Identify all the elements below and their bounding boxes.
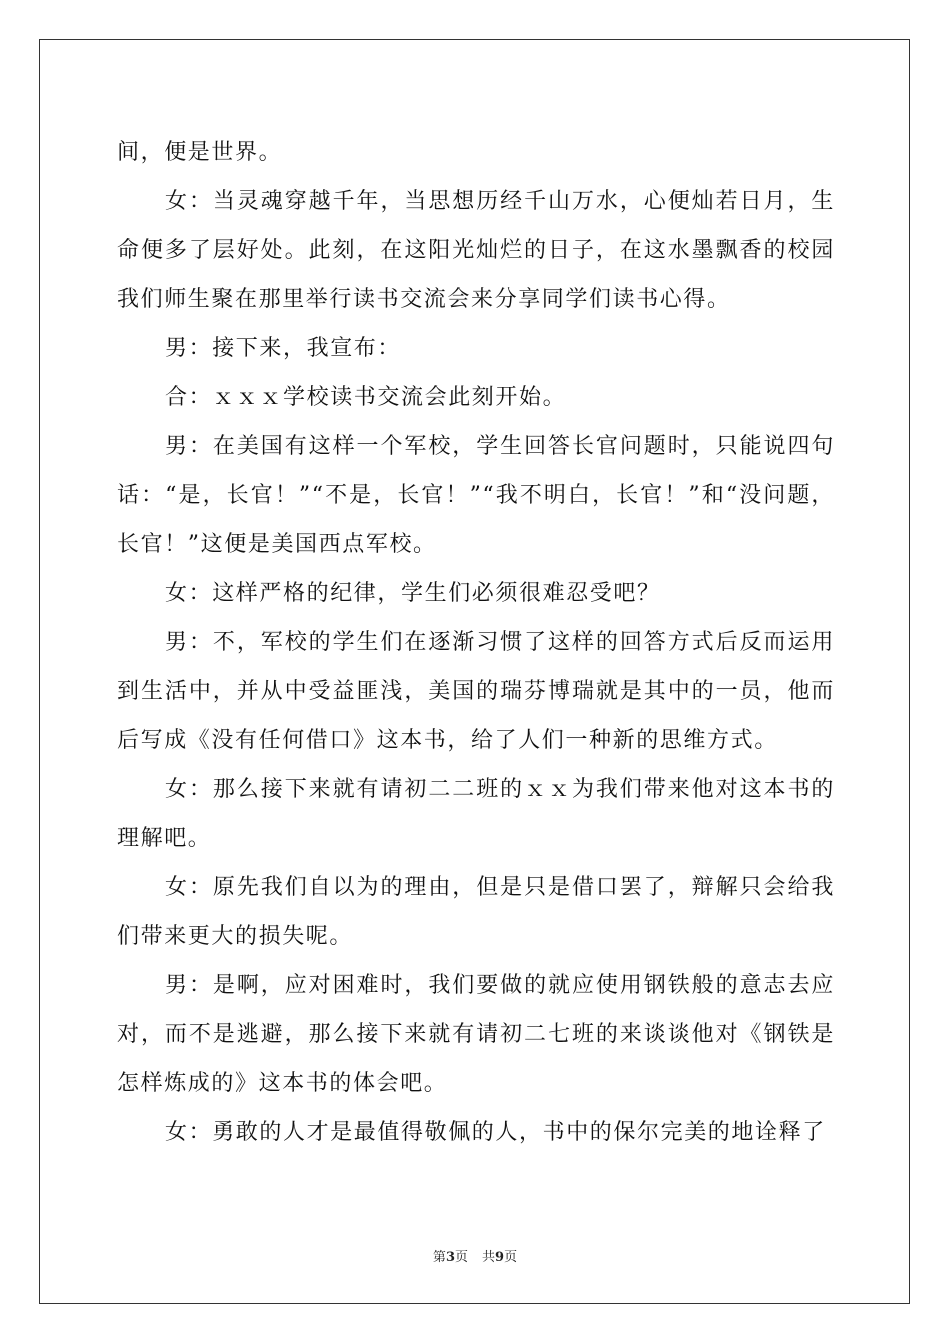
page-footer bbox=[0, 1246, 950, 1265]
paragraph-9: 女：原先我们自以为的理由，但是只是借口罢了，辩解只会给我们带来更大的损失呢。 bbox=[117, 875, 835, 949]
total-unit: 页 bbox=[504, 1250, 518, 1265]
paragraph-2: 女：当灵魂穿越千年，当思想历经千山万水，心便灿若日月，生命便多了层好处。此刻，在这阳光灿烂的日子，在这水墨飘香的校园我们师生聚在那里举行读书交流会来分享同学们读书心得。 bbox=[117, 189, 835, 312]
paragraph-6: 女：这样严格的纪律，学生们必须很难忍受吧？ bbox=[165, 581, 661, 606]
paragraph-7: 男：不，军校的学生们在逐渐习惯了这样的回答方式后反而运用到生活中，并从中受益匪浅，美国的瑞芬博瑞就是其中的一员，他而后写成《没有任何借口》这本书，给了人们一种新的思维方式。 bbox=[117, 630, 835, 753]
document-body bbox=[117, 128, 835, 1157]
paragraph-3: 男：接下来，我宣布： bbox=[165, 336, 402, 361]
page-prefix: 第 bbox=[432, 1250, 446, 1265]
current-page-number: 3 bbox=[445, 1250, 455, 1265]
paragraph-11: 女：勇敢的人才是最值得敬佩的人，书中的保尔完美的地诠释了 bbox=[165, 1120, 826, 1145]
paragraph-1: 间，便是世界。 bbox=[117, 140, 283, 165]
paragraph-4: 合：ｘｘｘ学校读书交流会此刻开始。 bbox=[165, 385, 567, 410]
page-unit: 页 bbox=[454, 1250, 468, 1265]
total-prefix: 共 bbox=[482, 1250, 496, 1265]
total-page-number: 9 bbox=[495, 1250, 505, 1265]
paragraph-5: 男：在美国有这样一个军校，学生回答长官问题时，只能说四句话：“是，长官！”“不是，长官！”“我不明白，长官！”和“没问题，长官！”这便是美国西点军校。 bbox=[117, 434, 835, 557]
paragraph-8: 女：那么接下来就有请初二二班的ｘｘ为我们带来他对这本书的理解吧。 bbox=[117, 777, 835, 851]
paragraph-10: 男：是啊，应对困难时，我们要做的就应使用钢铁般的意志去应对，而不是逃避，那么接下来就有请初二七班的来谈谈他对《钢铁是怎样炼成的》这本书的体会吧。 bbox=[117, 973, 835, 1096]
